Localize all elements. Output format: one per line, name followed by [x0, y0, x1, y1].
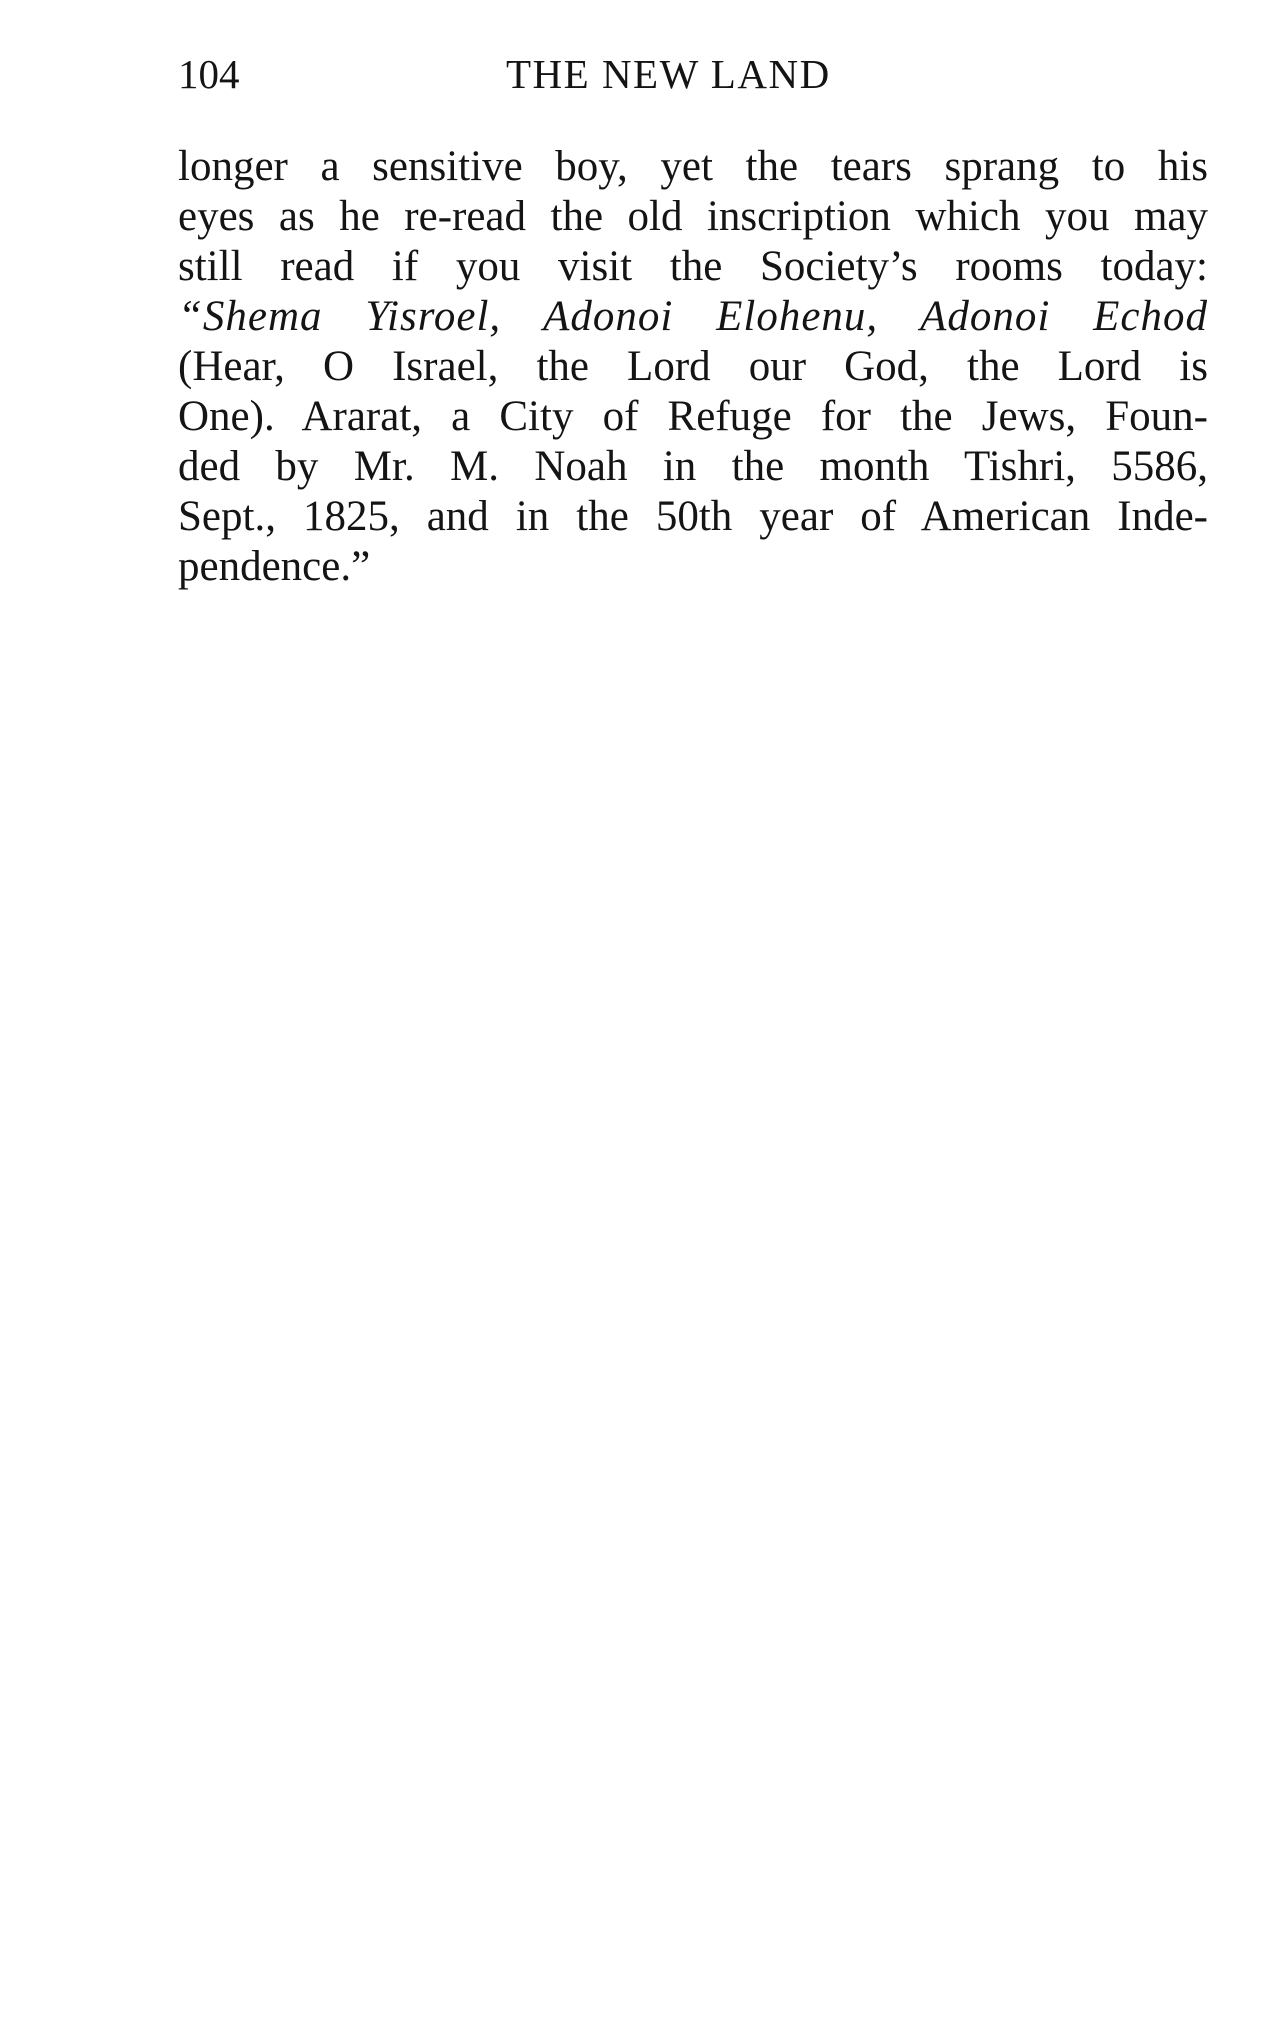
- text-line: eyes as he re-read the old inscription which you may: [178, 193, 1208, 240]
- text-line: pendence.”: [178, 543, 371, 590]
- text-line: (Hear, O Israel, the Lord our God, the Lord is: [178, 343, 1208, 390]
- running-title: THE NEW LAND: [506, 51, 831, 97]
- running-head: [178, 48, 1208, 100]
- text-line: One). Ararat, a City of Refuge for the Jews, Foun-: [178, 393, 1208, 440]
- text-line: ded by Mr. M. Noah in the month Tishri, 5586,: [178, 443, 1208, 490]
- text-line: still read if you visit the Society’s rooms today:: [178, 243, 1208, 290]
- text-line: Sept., 1825, and in the 50th year of American Inde-: [178, 493, 1208, 540]
- text-line: longer a sensitive boy, yet the tears sprang to his: [178, 143, 1208, 190]
- body-paragraph: [178, 142, 1208, 592]
- page-number: 104: [178, 51, 240, 97]
- text-line-inscription: “Shema Yisroel, Adonoi Elohenu, Adonoi Echod: [178, 293, 1208, 340]
